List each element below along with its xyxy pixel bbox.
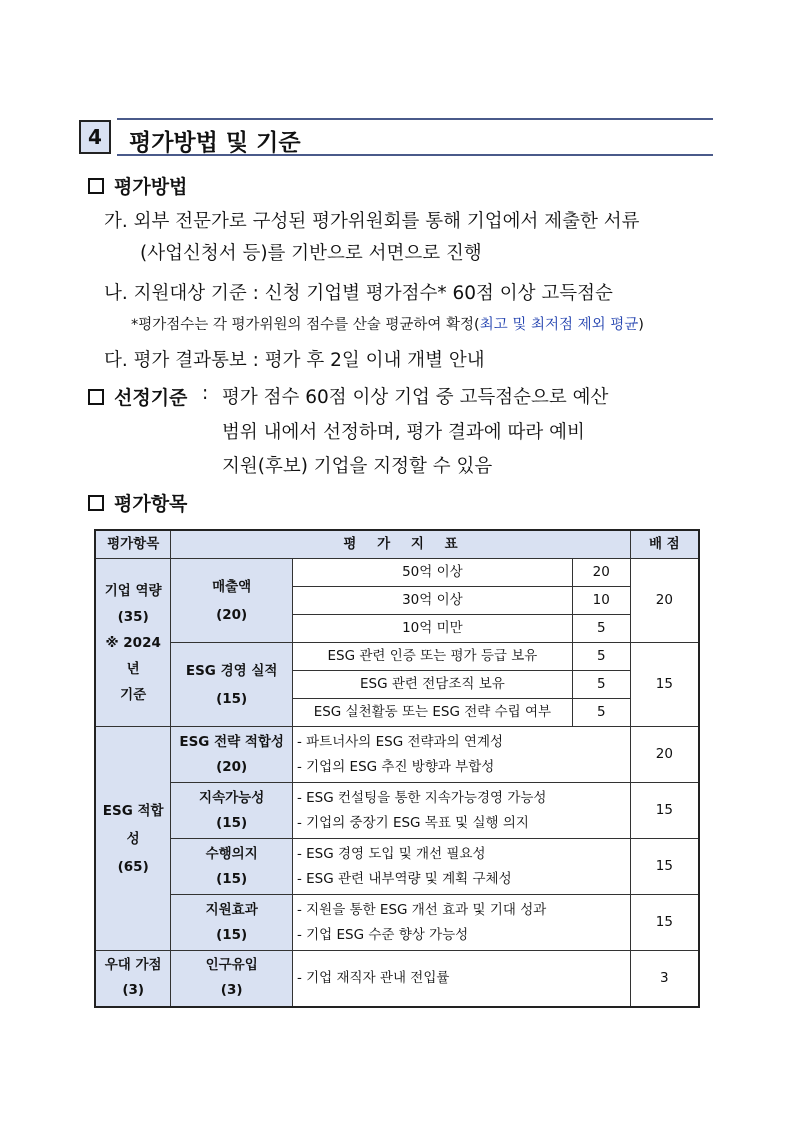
items-heading-text: 평가항목	[114, 493, 188, 515]
esgmgmt-row-pts: 5	[572, 671, 630, 699]
group-score: 15	[630, 895, 699, 951]
table-row	[95, 727, 699, 783]
method-item-ga: 가. 외부 전문가로 구성된 평가위원회를 통해 기업에서 제출한 서류	[104, 211, 640, 232]
group-desc-2: - 기업 ESG 수준 향상 가능성	[296, 926, 469, 943]
sub-sales	[171, 559, 293, 643]
selection-line-2: 범위 내에서 선정하며, 평가 결과에 따라 예비	[222, 422, 585, 443]
cat1-line4: 기준	[120, 686, 147, 703]
selection-line-1: 평가 점수 60점 이상 기업 중 고득점순으로 예산	[222, 387, 609, 408]
cat3-line2: (3)	[122, 982, 145, 999]
table-row	[95, 559, 699, 587]
sales-row-pts: 5	[572, 615, 630, 643]
esg-group-commitment	[171, 839, 293, 895]
selection-heading-text: 선정기준	[114, 387, 188, 409]
selection-colon: :	[202, 383, 209, 404]
group-name: 수행의지	[205, 845, 258, 862]
section-header	[79, 118, 713, 158]
group-name: 지원효과	[205, 901, 258, 918]
sales-total: 20	[630, 559, 699, 643]
group-desc-1: - 지원을 통한 ESG 개선 효과 및 기대 성과	[296, 901, 547, 918]
method-heading	[88, 172, 187, 199]
group-score: 20	[630, 727, 699, 783]
bonus-score: 3	[630, 951, 699, 1007]
header-indicator: 평 가 지 표	[171, 530, 630, 559]
table-row	[95, 839, 699, 895]
esgmgmt-name: ESG 경영 실적	[185, 662, 278, 679]
section-title-bar	[117, 118, 713, 156]
group-desc-2: - 기업의 ESG 추진 방향과 부합성	[296, 758, 495, 775]
esgmgmt-row-pts: 5	[572, 643, 630, 671]
checkbox-square-icon	[88, 495, 104, 511]
sales-row-label: 30억 이상	[292, 587, 572, 615]
esg-group-sustainability	[171, 783, 293, 839]
bonus-name: 인구유입	[205, 957, 258, 974]
sales-name: 매출액	[212, 578, 252, 595]
category-company-capacity	[95, 559, 171, 727]
group-desc-1: - 파트너사의 ESG 전략과의 연계성	[296, 733, 504, 750]
group-name: 지속가능성	[199, 789, 265, 806]
section-title: 평가방법 및 기준	[129, 130, 301, 156]
header-item: 평가항목	[95, 530, 171, 559]
group-desc-2: - ESG 관련 내부역량 및 계획 구체성	[296, 870, 512, 887]
note-prefix: *평가점수는 각 평가위원의 점수를 산술 평균하여 확정(	[131, 317, 480, 333]
items-heading	[88, 489, 187, 516]
table-row	[95, 895, 699, 951]
sales-row-pts: 10	[572, 587, 630, 615]
section-number: 4	[79, 120, 111, 154]
group-pts: (15)	[216, 926, 248, 943]
esgmgmt-row-label: ESG 관련 인증 또는 평가 등급 보유	[292, 643, 572, 671]
group-score: 15	[630, 783, 699, 839]
cat1-line2: (35)	[117, 608, 149, 625]
group-desc-1: - ESG 경영 도입 및 개선 필요성	[296, 845, 486, 862]
esgmgmt-row-label: ESG 실천활동 또는 ESG 전략 수립 여부	[292, 699, 572, 727]
method-heading-text: 평가방법	[114, 176, 188, 198]
category-esg-fit	[95, 727, 171, 951]
checkbox-square-icon	[88, 178, 104, 194]
esg-group-effect	[171, 895, 293, 951]
esgmgmt-pts: (15)	[216, 690, 248, 707]
method-note	[131, 313, 644, 334]
table-row	[95, 643, 699, 671]
group-desc-1: - ESG 컨설팅을 통한 지속가능경영 가능성	[296, 789, 547, 806]
method-item-na: 나. 지원대상 기준 : 신청 기업별 평가점수* 60점 이상 고득점순	[104, 283, 613, 304]
sales-row-label: 10억 미만	[292, 615, 572, 643]
esgmgmt-row-pts: 5	[572, 699, 630, 727]
esgmgmt-row-label: ESG 관련 전담조직 보유	[292, 671, 572, 699]
group-desc	[292, 727, 630, 783]
bonus-desc: - 기업 재직자 관내 전입률	[292, 951, 630, 1007]
method-item-ga-cont: (사업신청서 등)를 기반으로 서면으로 진행	[140, 243, 482, 264]
esgmgmt-total: 15	[630, 643, 699, 727]
group-pts: (15)	[216, 870, 248, 887]
checkbox-square-icon	[88, 389, 104, 405]
cat2-line2: (65)	[117, 858, 149, 875]
bonus-group	[171, 951, 293, 1007]
group-desc	[292, 839, 630, 895]
group-pts: (20)	[216, 758, 248, 775]
selection-line-3: 지원(후보) 기업을 지정할 수 있음	[222, 456, 493, 477]
bonus-pts: (3)	[220, 982, 243, 999]
sub-esg-management	[171, 643, 293, 727]
note-highlight: 최고 및 최저점 제외 평균	[479, 317, 639, 333]
cat1-line1: 기업 역량	[104, 582, 162, 599]
sales-pts: (20)	[216, 606, 248, 623]
selection-heading	[88, 383, 187, 410]
note-suffix: )	[638, 317, 644, 333]
cat3-line1: 우대 가점	[104, 957, 162, 974]
group-score: 15	[630, 839, 699, 895]
cat1-line3: ※ 2024년	[105, 634, 161, 677]
evaluation-table	[94, 529, 700, 1008]
method-item-da: 다. 평가 결과통보 : 평가 후 2일 이내 개별 안내	[104, 350, 485, 371]
table-header-row	[95, 530, 699, 559]
header-score: 배 점	[630, 530, 699, 559]
group-pts: (15)	[216, 814, 248, 831]
sales-row-label: 50억 이상	[292, 559, 572, 587]
cat2-line1: ESG 적합성	[102, 802, 164, 847]
group-desc	[292, 895, 630, 951]
esg-group-strategy	[171, 727, 293, 783]
category-bonus	[95, 951, 171, 1007]
table-row	[95, 951, 699, 1007]
sales-row-pts: 20	[572, 559, 630, 587]
group-name: ESG 전략 적합성	[179, 733, 284, 750]
group-desc	[292, 783, 630, 839]
group-desc-2: - 기업의 중장기 ESG 목표 및 실행 의지	[296, 814, 529, 831]
table-row	[95, 783, 699, 839]
